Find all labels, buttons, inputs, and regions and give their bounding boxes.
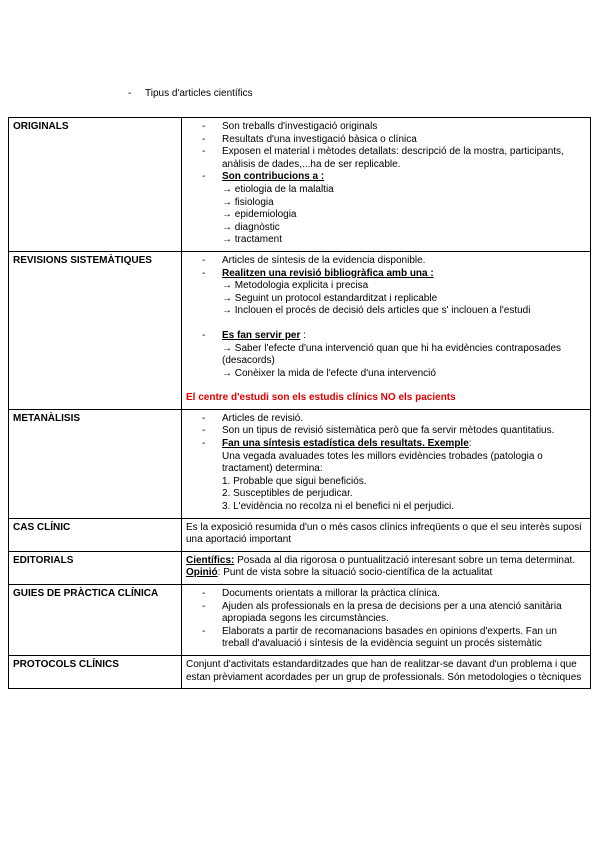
sub-item: → Inclouen el procés de decisió dels articles que s' inclouen a l'estudi bbox=[222, 305, 531, 317]
sub-item: → tractament bbox=[222, 234, 283, 246]
sub-item: → epidemiologia bbox=[222, 209, 297, 221]
list-item: - Realitzen una revisió bibliogràfica amb una : bbox=[202, 267, 434, 279]
sub-item: → Saber l'efecte d'una intervenció quan que hi ha evidències contraposades (desacords) bbox=[222, 342, 562, 367]
sub-item: → diagnòstic bbox=[222, 221, 280, 233]
row-content bbox=[182, 409, 591, 518]
row-label: EDITORIALS bbox=[9, 551, 182, 584]
sub-item: → Seguint un protocol estandarditzat i replicable bbox=[222, 292, 438, 304]
list-item: - Son un tipus de revisió sistemàtica però que fa servir mètodes quantitatius. bbox=[202, 425, 555, 437]
heading-text: Tipus d'articles científics bbox=[145, 88, 253, 99]
table-row bbox=[9, 251, 591, 409]
sub-text: Una vegada avaluades totes les millors evidències trobades (patologia o tractament) determina: bbox=[222, 450, 543, 475]
sub-item: 3. L'evidència no recolza ni el benefici ni el perjudici. bbox=[222, 501, 455, 513]
highlight-note: El centre d'estudi son els estudis clínics NO els pacients bbox=[186, 392, 456, 404]
row-content bbox=[182, 585, 591, 656]
row-content bbox=[182, 551, 591, 584]
list-item: - Fan una síntesis estadística dels resultats. Exemple: bbox=[202, 438, 472, 450]
row-content bbox=[182, 118, 591, 252]
list-item: - Son contribucions a : bbox=[202, 171, 325, 183]
list-item: - Es fan servir per : bbox=[202, 329, 306, 341]
table-row bbox=[9, 518, 591, 551]
row-content: Conjunt d'activitats estandarditzades que han de realitzar-se davant d'un problema i que estan prèviament acordades per un grup de professionals. Són metodologies o tècniques bbox=[182, 655, 591, 688]
row-content: Es la exposició resumida d'un o més casos clínics infreqüents o que el seu interès suposi una aportació important bbox=[182, 518, 591, 551]
list-item: - Ajuden als professionals en la presa de decisions per a una atenció sanitària apropiada segons les circumstàncies. bbox=[202, 600, 562, 625]
heading-dash: - bbox=[128, 88, 132, 99]
article-types-table bbox=[8, 117, 591, 689]
row-content bbox=[182, 251, 591, 409]
row-label: REVISIONS SISTEMÀTIQUES bbox=[9, 251, 182, 409]
sub-item: → etiologia de la malaltia bbox=[222, 183, 334, 195]
row-label: PROTOCOLS CLÍNICS bbox=[9, 655, 182, 688]
row-label: METANÀLISIS bbox=[9, 409, 182, 518]
list-item: - Elaborats a partir de recomanacions basades en opinions d'experts. Fan un treball d'avaluació i síntesis de la evidència seguint un procés sistemàtic bbox=[202, 625, 557, 650]
list-item: - Articles de síntesis de la evidencia disponible. bbox=[202, 254, 426, 266]
list-item: - Articles de revisió. bbox=[202, 412, 304, 424]
table-row bbox=[9, 655, 591, 688]
row-label: CAS CLÍNIC bbox=[9, 518, 182, 551]
table-row bbox=[9, 551, 591, 584]
table-row bbox=[9, 585, 591, 656]
list-item: - Son treballs d'investigació originals bbox=[202, 121, 378, 132]
table-row bbox=[9, 118, 591, 252]
row-label: ORIGINALS bbox=[9, 118, 182, 252]
list-item: - Resultats d'una investigació bàsica o clínica bbox=[202, 133, 417, 145]
sub-item: 2. Susceptibles de perjudicar. bbox=[222, 488, 353, 500]
table-row bbox=[9, 409, 591, 518]
sub-item: 1. Probable que sigui beneficiós. bbox=[222, 475, 367, 487]
list-item: - Documents orientats a millorar la pràctica clínica. bbox=[202, 588, 440, 599]
editorial-cientifics: Científics: Posada al dia rigorosa o puntualització interesant sobre un tema determinat. bbox=[186, 554, 576, 566]
page-heading bbox=[128, 88, 253, 99]
editorial-opinio: Opinió: Punt de vista sobre la situació socio-científica de la actualitat bbox=[186, 567, 493, 579]
sub-item: → Conèixer la mida de l'efecte d'una intervenció bbox=[222, 367, 436, 379]
row-label: GUIES DE PRÀCTICA CLÍNICA bbox=[9, 585, 182, 656]
list-item: - Exposen el material i mètodes detallats: descripció de la mostra, participants, anàlisis de dades,...ha de ser replicable. bbox=[202, 146, 564, 170]
sub-item: → Metodologia explicita i precisa bbox=[222, 280, 369, 292]
sub-item: → fisiologia bbox=[222, 196, 274, 208]
